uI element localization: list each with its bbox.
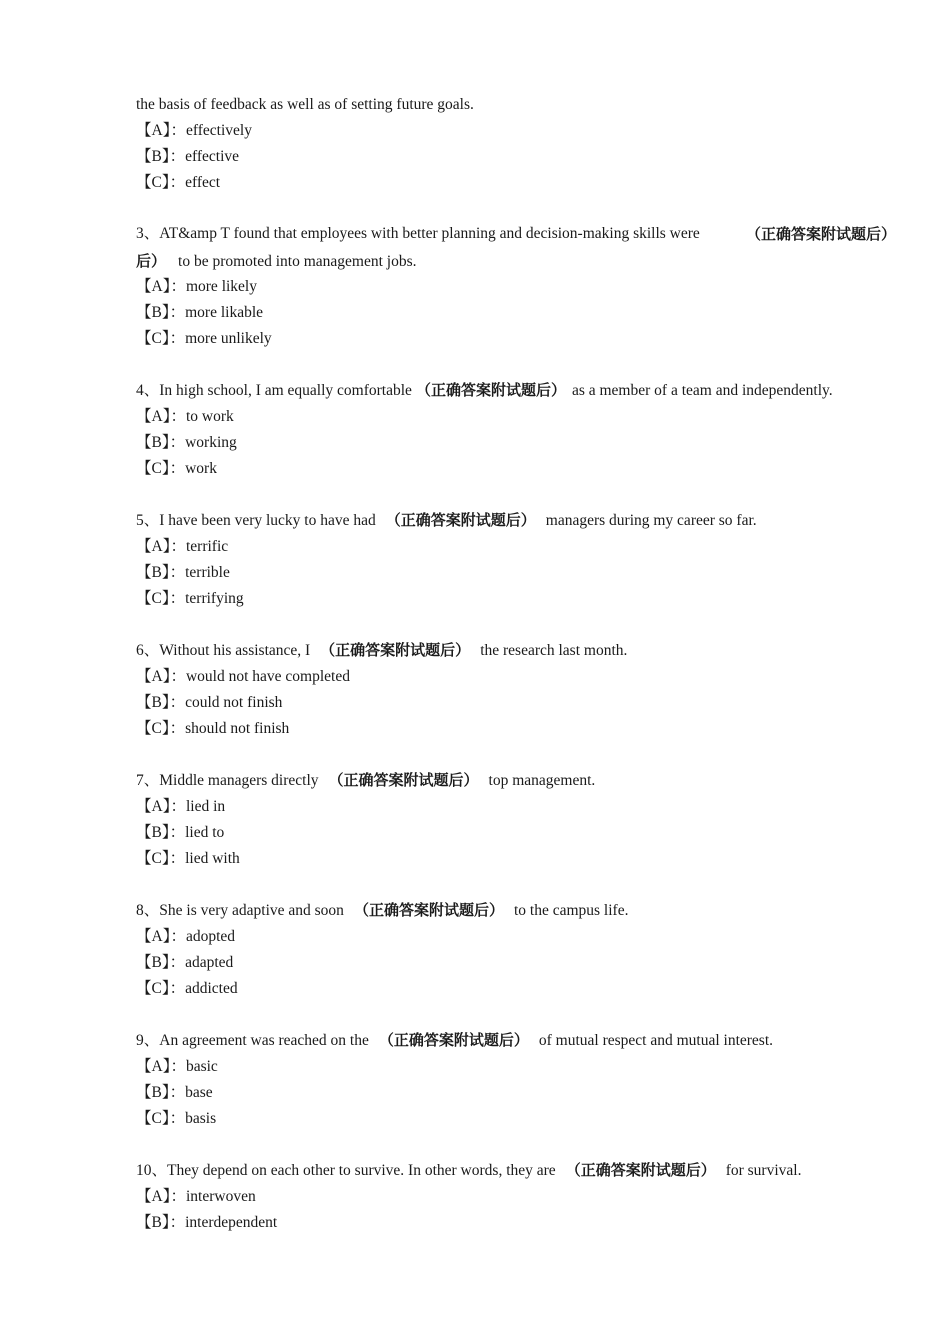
option-item: 【B】：adapted bbox=[136, 954, 234, 971]
answer-placeholder: （正确答案附试题后） bbox=[385, 511, 536, 529]
option-item: 【C】：more unlikely bbox=[136, 330, 272, 347]
option-item: 【A】：lied in bbox=[136, 798, 226, 815]
option-item: 【A】：to work bbox=[136, 408, 234, 425]
question-9: 9、An agreement was reached on the （正确答案附试题后） of mutual respect and mutual interest. bbox=[136, 1031, 774, 1049]
question-text-continued: 后） to be promoted into management jobs. bbox=[136, 252, 417, 270]
question-7: 7、Middle managers directly （正确答案附试题后） top management. bbox=[136, 771, 596, 789]
question-6: 6、Without his assistance, I （正确答案附试题后） the research last month. bbox=[136, 641, 628, 659]
option-item: 【A】：adopted bbox=[136, 928, 236, 945]
option-item: 【A】：more likely bbox=[136, 278, 257, 295]
option-item: 【A】：would not have completed bbox=[136, 668, 350, 685]
option-item: 【B】：could not finish bbox=[136, 694, 283, 711]
question-10: 10、They depend on each other to survive. In other words, they are （正确答案附试题后） for survival. bbox=[136, 1161, 802, 1179]
question-4: 4、In high school, I am equally comfortable （正确答案附试题后） as a member of a team and independently. bbox=[136, 381, 833, 399]
option-list bbox=[136, 1184, 876, 1236]
option-item: 【B】：terrible bbox=[136, 564, 230, 581]
option-list bbox=[136, 794, 876, 872]
intro-line: the basis of feedback as well as of setting future goals. bbox=[136, 96, 474, 113]
option-list bbox=[136, 404, 876, 482]
option-item: 【C】：should not finish bbox=[136, 720, 290, 737]
answer-placeholder: （正确答案附试题后） bbox=[353, 901, 504, 919]
question-3 bbox=[136, 221, 896, 274]
question-text: 3、AT&amp T found that employees with better planning and decision-making skills were bbox=[136, 225, 700, 242]
option-item: 【B】：effective bbox=[136, 148, 240, 165]
option-item: 【A】：effectively bbox=[136, 122, 252, 139]
option-item: 【B】：more likable bbox=[136, 304, 264, 321]
question-8: 8、She is very adaptive and soon （正确答案附试题后） to the campus life. bbox=[136, 901, 629, 919]
option-list bbox=[136, 924, 876, 1002]
option-item: 【A】：interwoven bbox=[136, 1188, 256, 1205]
option-item: 【C】：basis bbox=[136, 1110, 217, 1127]
option-item: 【B】：base bbox=[136, 1084, 213, 1101]
answer-placeholder: （正确答案附试题后） bbox=[745, 225, 896, 243]
option-list bbox=[136, 274, 876, 352]
option-item: 【B】：interdependent bbox=[136, 1214, 278, 1231]
option-item: 【C】：addicted bbox=[136, 980, 238, 997]
document-page bbox=[136, 92, 896, 1236]
option-item: 【A】：terrific bbox=[136, 538, 229, 555]
option-list bbox=[136, 118, 876, 196]
option-list bbox=[136, 664, 876, 742]
answer-placeholder-tail: 后） bbox=[136, 252, 167, 270]
option-list bbox=[136, 1054, 876, 1132]
option-item: 【A】：basic bbox=[136, 1058, 218, 1075]
option-item: 【C】：work bbox=[136, 460, 217, 477]
option-item: 【C】：terrifying bbox=[136, 590, 244, 607]
option-item: 【C】：effect bbox=[136, 174, 221, 191]
option-item: 【B】：working bbox=[136, 434, 237, 451]
answer-placeholder: （正确答案附试题后） bbox=[320, 641, 471, 659]
answer-placeholder: （正确答案附试题后） bbox=[378, 1031, 529, 1049]
option-item: 【C】：lied with bbox=[136, 850, 240, 867]
answer-placeholder: （正确答案附试题后） bbox=[328, 771, 479, 789]
answer-placeholder: （正确答案附试题后） bbox=[565, 1161, 716, 1179]
question-5: 5、I have been very lucky to have had （正确答案附试题后） managers during my career so far. bbox=[136, 511, 757, 529]
option-item: 【B】：lied to bbox=[136, 824, 225, 841]
option-list bbox=[136, 534, 876, 612]
answer-placeholder: （正确答案附试题后） bbox=[415, 381, 566, 399]
